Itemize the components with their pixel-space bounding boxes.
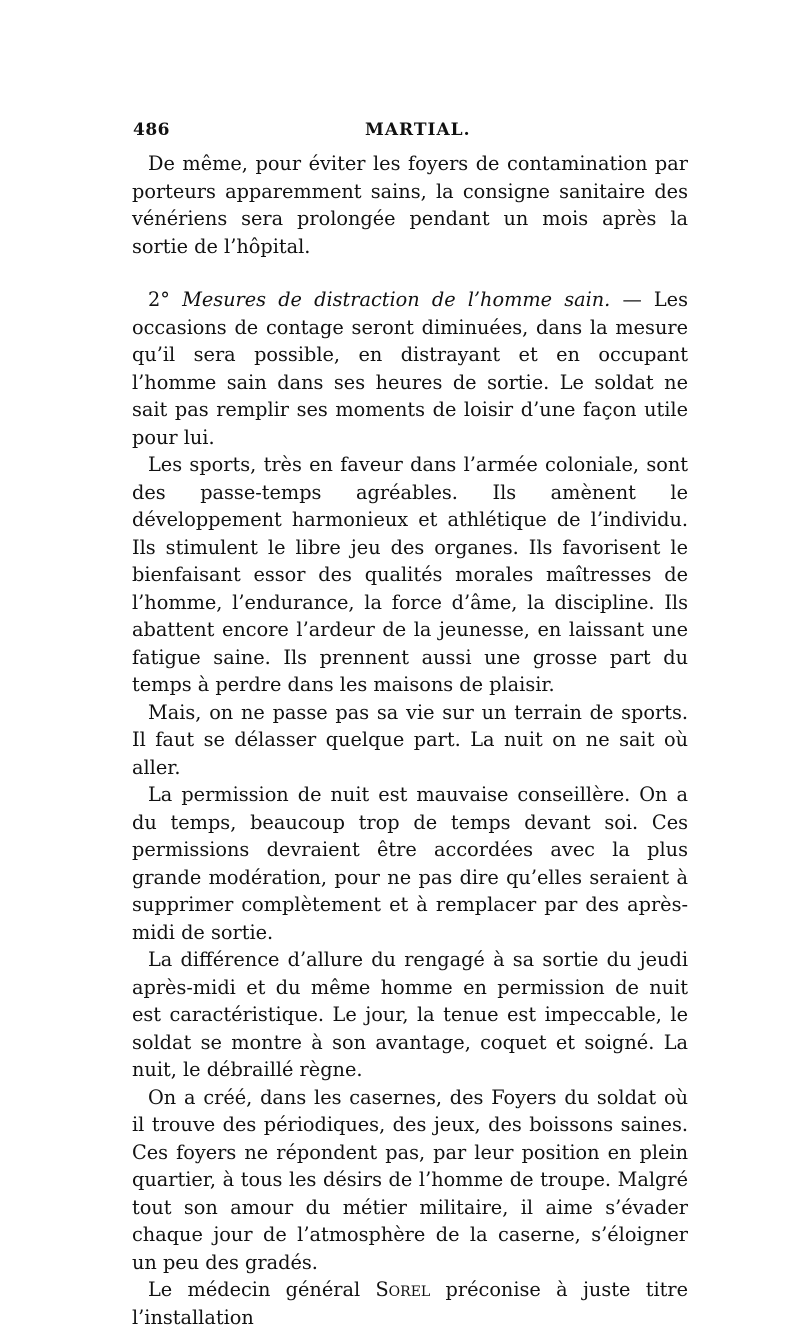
author-name: Sorel — [375, 1278, 431, 1301]
paragraph-contamination: De même, pour éviter les foyers de contamination par porteurs apparemment sains, la consigne sanitaire des vénériens sera prolongée pendant un mois après la sortie de l’hôpital. — [132, 152, 688, 258]
page-header — [133, 120, 688, 146]
paragraph-distraction — [132, 286, 688, 451]
page-number: 486 — [133, 120, 170, 140]
paragraph-sorel — [132, 1276, 688, 1331]
section-text: — Les occasions de contage seront diminuées, dans la mesure qu’il sera possible, en distrayant et en occupant l’homme sain dans ses heures de sortie. Le soldat ne sait pas remplir ses moments de loisir d’une façon utile pour lui. — [132, 288, 688, 449]
paragraph-permission: La permission de nuit est mauvaise conseillère. On a du temps, beaucoup trop de temps devant soi. Ces permissions devraient être accordées avec la plus grande modération, pour ne pas dire qu’elles seraient à supprimer complètement et à remplacer par des après-midi de sortie. — [132, 783, 688, 944]
paragraph-sports: Les sports, très en faveur dans l’armée coloniale, sont des passe-temps agréables. Ils amènent le développement harmonieux et athlétique de l’individu. Ils stimulent le libre jeu des organes. Ils favorisent le bienfaisant essor des qualités morales maîtresses de l’homme, l’endurance, la force d’âme, la discipline. Ils abattent encore l’ardeur de la jeunesse, en laissant une fatigue saine. Ils prennent aussi une grosse part du temps à perdre dans les maisons de plaisir. — [132, 453, 688, 696]
paragraph-terrain: Mais, on ne passe pas sa vie sur un terrain de sports. Il faut se délasser quelque part. La nuit on ne sait où aller. — [132, 700, 688, 779]
sorel-start: Le médecin général — [148, 1278, 361, 1301]
paragraph-allure: La différence d’allure du rengagé à sa sortie du jeudi après-midi et du même homme en permission de nuit est caractéristique. Le jour, la tenue est impeccable, le soldat se montre à son avantage, coquet et soigné. La nuit, le débraillé règne. — [132, 948, 688, 1081]
body-text — [132, 150, 688, 1331]
running-title: MARTIAL. — [365, 120, 471, 140]
section-heading: Mesures de distraction de l’homme sain. — [182, 288, 611, 311]
section-number: 2° — [148, 288, 170, 311]
sorel-end: préconise à juste titre l’installation — [132, 1278, 688, 1329]
paragraph-foyers: On a créé, dans les casernes, des Foyers du soldat où il trouve des périodiques, des jeux, des boissons saines. Ces foyers ne répondent pas, par leur position en plein quartier, à tous les désirs de l’homme de troupe. Malgré tout son amour du métier militaire, il aime s’évader chaque jour de l’atmosphère de la caserne, s’éloigner un peu des gradés. — [132, 1085, 688, 1274]
